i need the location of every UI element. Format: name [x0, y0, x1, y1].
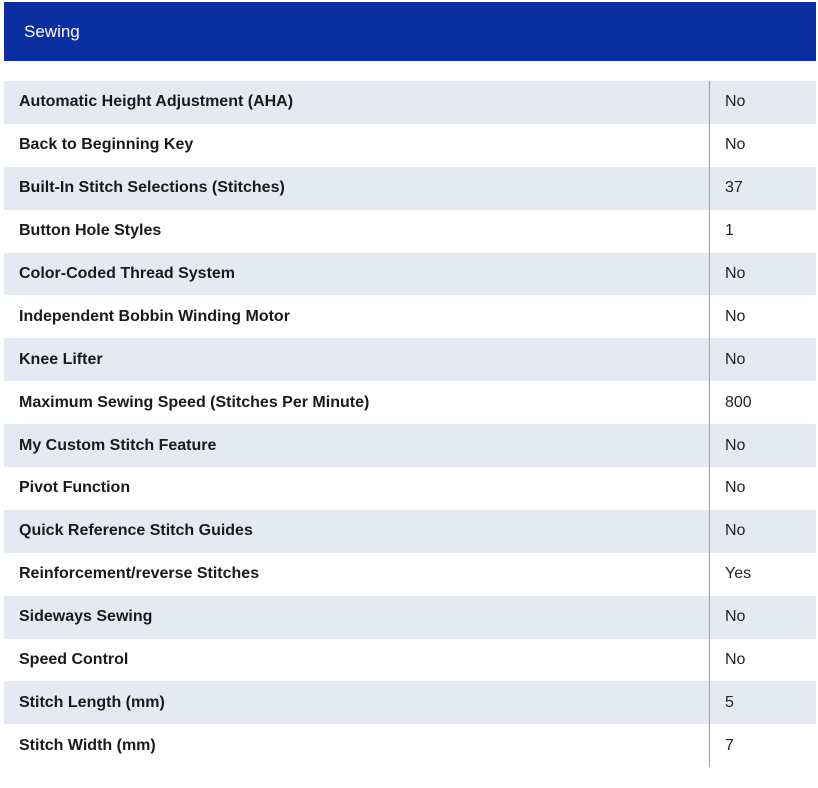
table-row: [4, 510, 816, 553]
spec-value: No: [725, 651, 746, 669]
spec-value: No: [725, 265, 746, 282]
table-row: [4, 81, 816, 124]
section-header[interactable]: [4, 2, 816, 61]
spec-value: No: [725, 436, 746, 454]
spec-value: No: [725, 93, 746, 111]
table-row: [4, 210, 816, 253]
spec-value: No: [725, 608, 746, 626]
table-row: [4, 424, 816, 467]
spec-value: Yes: [725, 565, 752, 583]
table-row: [4, 295, 816, 338]
spec-label: Stitch Width (mm): [19, 736, 156, 754]
spec-value: 7: [725, 736, 734, 754]
table-row: [4, 639, 816, 682]
spec-table: [4, 81, 816, 767]
spec-label: Independent Bobbin Winding Motor: [19, 307, 290, 325]
table-row: [4, 596, 816, 639]
table-row: [4, 553, 816, 596]
spec-value: No: [725, 522, 746, 540]
spec-label: Stitch Length (mm): [19, 693, 165, 711]
section-title: Sewing: [24, 22, 80, 41]
table-row: [4, 467, 816, 510]
spec-value: No: [725, 350, 746, 368]
table-row: [4, 124, 816, 167]
spec-label: Pivot Function: [19, 479, 131, 497]
spec-label: Sideways Sewing: [19, 608, 153, 626]
spec-label: Button Hole Styles: [19, 222, 162, 240]
table-row: [4, 167, 816, 210]
spec-value: 37: [725, 179, 743, 197]
spec-label: Built-In Stitch Selections (Stitches): [19, 179, 285, 197]
spec-label: Quick Reference Stitch Guides: [19, 522, 253, 540]
spec-value: 800: [725, 393, 752, 411]
spec-value: No: [725, 136, 746, 154]
column-divider: [709, 81, 710, 767]
spec-label: Automatic Height Adjustment (AHA): [19, 93, 294, 111]
spec-value: 1: [725, 222, 734, 240]
table-row: [4, 724, 816, 767]
spec-value: 5: [725, 693, 734, 711]
spec-label: Reinforcement/reverse Stitches: [19, 565, 260, 583]
spec-value: No: [725, 479, 746, 497]
table-row: [4, 253, 816, 296]
table-row: [4, 381, 816, 424]
table-row: [4, 338, 816, 381]
spec-label: Maximum Sewing Speed (Stitches Per Minute): [19, 393, 370, 411]
spec-label: Back to Beginning Key: [19, 136, 194, 154]
spec-label: Knee Lifter: [19, 350, 103, 368]
spec-label: Color-Coded Thread System: [19, 265, 236, 282]
spec-value: No: [725, 307, 746, 325]
spec-label: Speed Control: [19, 651, 129, 669]
spec-label: My Custom Stitch Feature: [19, 436, 217, 454]
table-row: [4, 681, 816, 724]
